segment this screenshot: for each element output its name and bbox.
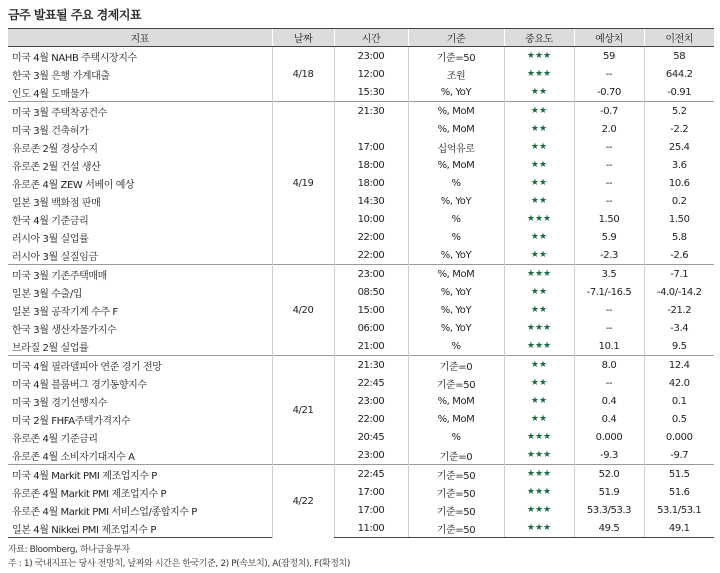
date-cell: 4/19 [272, 102, 334, 265]
importance-stars: ★★★ [504, 65, 574, 83]
basis-cell: %, MoM [408, 156, 504, 174]
table-row [8, 483, 714, 501]
indicator-cell: 미국 4월 Markit PMI 제조업지수 P [8, 465, 272, 484]
table-row [8, 138, 714, 156]
basis-cell: %, YoY [408, 301, 504, 319]
importance-stars: ★★ [504, 138, 574, 156]
time-cell: 10:00 [334, 210, 408, 228]
basis-cell: % [408, 428, 504, 446]
indicator-cell: 일본 3월 수출/입 [12, 288, 83, 300]
table-row [8, 174, 714, 192]
forecast-cell: -- [574, 319, 644, 337]
table-row [8, 392, 714, 410]
importance-stars: ★★ [504, 356, 574, 375]
indicator-cell: 유로존 4월 Markit PMI 제조업지수 P [12, 488, 167, 500]
previous-cell: 9.5 [644, 337, 714, 356]
time-cell: 17:00 [334, 501, 408, 519]
indicator-cell: 러시아 3월 실업률 [12, 233, 89, 245]
time-cell: 08:50 [334, 283, 408, 301]
forecast-cell: -- [574, 174, 644, 192]
table-row [8, 156, 714, 174]
table-row [8, 374, 714, 392]
basis-cell: 기준=50 [408, 47, 504, 66]
table-row [8, 428, 714, 446]
basis-cell: %, MoM [408, 265, 504, 284]
time-cell: 22:00 [334, 228, 408, 246]
previous-cell: -4.0/-14.2 [644, 283, 714, 301]
table-row [8, 446, 714, 465]
importance-stars: ★★★ [504, 428, 574, 446]
col-header-previous: 이전치 [644, 29, 714, 47]
time-cell: 22:45 [334, 374, 408, 392]
table-row [8, 465, 714, 484]
table-row [8, 337, 714, 356]
importance-stars: ★★ [504, 374, 574, 392]
indicator-cell: 브라질 2월 실업률 [12, 342, 89, 354]
forecast-cell: -- [574, 156, 644, 174]
time-cell: 12:00 [334, 65, 408, 83]
previous-cell: -21.2 [644, 301, 714, 319]
basis-cell: %, MoM [408, 410, 504, 428]
indicator-cell: 인도 4월 도매물가 [12, 88, 89, 100]
table-notes [8, 543, 350, 571]
time-cell: 22:00 [334, 246, 408, 265]
indicator-cell: 미국 4월 NAHB 주택시장지수 [12, 52, 137, 64]
page-title: 금주 발표될 주요 경제지표 [8, 8, 142, 22]
time-cell: 21:00 [334, 337, 408, 356]
indicator-cell: 유로존 4월 기준금리 [12, 433, 98, 445]
table-header-row [8, 29, 714, 47]
forecast-cell: -- [574, 301, 644, 319]
indicator-cell: 유로존 4월 소비자기대지수 A [12, 451, 135, 463]
table-row [8, 83, 714, 102]
previous-cell: 12.4 [644, 356, 714, 375]
table-row [8, 410, 714, 428]
time-cell: 23:00 [334, 47, 408, 66]
previous-cell: 0.2 [644, 192, 714, 210]
previous-cell: -2.6 [644, 246, 714, 265]
forecast-cell: 3.5 [574, 265, 644, 284]
time-cell: 21:30 [334, 356, 408, 375]
time-cell: 15:00 [334, 301, 408, 319]
date-cell: 4/21 [272, 356, 334, 465]
forecast-cell: 5.9 [574, 228, 644, 246]
date-cell: 4/18 [272, 47, 334, 102]
previous-cell: 0.000 [644, 428, 714, 446]
importance-stars: ★★★ [504, 47, 574, 66]
previous-cell: 3.6 [644, 156, 714, 174]
time-cell: 23:00 [334, 446, 408, 465]
previous-cell: 5.2 [644, 102, 714, 121]
basis-cell: 기준=50 [408, 465, 504, 484]
indicator-cell: 일본 3월 공작기계 수주 F [12, 306, 118, 318]
previous-cell: 0.5 [644, 410, 714, 428]
forecast-cell: 53.3/53.3 [574, 501, 644, 519]
basis-cell: % [408, 210, 504, 228]
forecast-cell: -- [574, 65, 644, 83]
time-cell: 18:00 [334, 174, 408, 192]
indicator-cell: 한국 4월 기준금리 [12, 215, 89, 227]
indicator-cell: 유로존 4월 Markit PMI 서비스업/종합지수 P [12, 506, 197, 518]
forecast-cell: -0.70 [574, 83, 644, 102]
forecast-cell: 2.0 [574, 120, 644, 138]
indicator-cell: 유로존 4월 ZEW 서베이 예상 [12, 179, 135, 191]
basis-cell: 기준=50 [408, 501, 504, 519]
indicator-cell: 미국 3월 건축허가 [12, 125, 89, 137]
time-cell: 14:30 [334, 192, 408, 210]
importance-stars: ★★ [504, 192, 574, 210]
time-cell: 15:30 [334, 83, 408, 102]
table-row [8, 501, 714, 519]
basis-cell: 기준=0 [408, 356, 504, 375]
table-body [8, 47, 714, 538]
importance-stars: ★★ [504, 246, 574, 265]
date-cell: 4/22 [272, 465, 334, 538]
forecast-cell: 51.9 [574, 483, 644, 501]
previous-cell: 49.1 [644, 519, 714, 538]
forecast-cell: -9.3 [574, 446, 644, 465]
importance-stars: ★★ [504, 392, 574, 410]
previous-cell: 53.1/53.1 [644, 501, 714, 519]
forecast-cell: 52.0 [574, 465, 644, 484]
importance-stars: ★★ [504, 156, 574, 174]
importance-stars: ★★★ [504, 465, 574, 484]
basis-cell: 조원 [408, 65, 504, 83]
basis-cell: %, YoY [408, 246, 504, 265]
indicator-cell: 한국 3월 은행 가계대출 [12, 70, 110, 82]
basis-cell: % [408, 228, 504, 246]
time-cell: 22:45 [334, 465, 408, 484]
importance-stars: ★★★ [504, 483, 574, 501]
basis-cell: % [408, 337, 504, 356]
indicator-cell: 한국 3월 생산자물가지수 [12, 324, 117, 336]
forecast-cell: -7.1/-16.5 [574, 283, 644, 301]
table-row [8, 120, 714, 138]
previous-cell: -2.2 [644, 120, 714, 138]
basis-cell: % [408, 174, 504, 192]
table-row [8, 319, 714, 337]
indicator-cell: 미국 3월 주택착공건수 [8, 102, 272, 121]
importance-stars: ★★ [504, 102, 574, 121]
importance-stars: ★★ [504, 228, 574, 246]
time-cell: 17:00 [334, 138, 408, 156]
forecast-cell: 10.1 [574, 337, 644, 356]
col-header-indicator: 지표 [8, 29, 272, 47]
table-row [8, 246, 714, 265]
previous-cell: 0.1 [644, 392, 714, 410]
previous-cell: -7.1 [644, 265, 714, 284]
col-header-importance: 중요도 [504, 29, 574, 47]
footnote: 주 : 1) 국내지표는 당사 전망치, 날짜와 시간은 한국기준, 2) P(속보치), A(잠정치), F(확정치) [8, 559, 350, 569]
time-cell [334, 120, 408, 138]
basis-cell: 십억유로 [408, 138, 504, 156]
importance-stars: ★★★ [504, 319, 574, 337]
forecast-cell: 0.000 [574, 428, 644, 446]
time-cell: 23:00 [334, 392, 408, 410]
indicator-cell: 일본 4월 Nikkei PMI 제조업지수 P [8, 519, 272, 538]
source-note: 자료: Bloomberg, 하나금융투자 [8, 545, 130, 555]
indicator-cell: 미국 4월 블룸버그 경기동향지수 [12, 379, 147, 391]
time-cell: 20:45 [334, 428, 408, 446]
importance-stars: ★★ [504, 174, 574, 192]
importance-stars: ★★★ [504, 519, 574, 538]
basis-cell: %, YoY [408, 319, 504, 337]
previous-cell: -9.7 [644, 446, 714, 465]
forecast-cell: -0.7 [574, 102, 644, 121]
basis-cell: %, YoY [408, 83, 504, 102]
table-row [8, 102, 714, 121]
table-row [8, 265, 714, 284]
table-row [8, 228, 714, 246]
previous-cell: 42.0 [644, 374, 714, 392]
importance-stars: ★★★ [504, 210, 574, 228]
previous-cell: 25.4 [644, 138, 714, 156]
importance-stars: ★★★ [504, 501, 574, 519]
importance-stars: ★★★ [504, 337, 574, 356]
date-cell: 4/20 [272, 265, 334, 356]
basis-cell: 기준=50 [408, 483, 504, 501]
forecast-cell: 59 [574, 47, 644, 66]
time-cell: 18:00 [334, 156, 408, 174]
basis-cell: %, MoM [408, 120, 504, 138]
basis-cell: 기준=50 [408, 519, 504, 538]
basis-cell: %, YoY [408, 192, 504, 210]
basis-cell: %, MoM [408, 102, 504, 121]
forecast-cell: -- [574, 138, 644, 156]
forecast-cell: 0.4 [574, 392, 644, 410]
table-row [8, 301, 714, 319]
importance-stars: ★★ [504, 283, 574, 301]
indicator-cell: 러시아 3월 실질임금 [12, 251, 98, 263]
col-header-time: 시간 [334, 29, 408, 47]
importance-stars: ★★★ [504, 265, 574, 284]
basis-cell: 기준=50 [408, 374, 504, 392]
importance-stars: ★★★ [504, 446, 574, 465]
col-header-basis: 기준 [408, 29, 504, 47]
forecast-cell: -- [574, 192, 644, 210]
table-row [8, 192, 714, 210]
indicator-cell: 미국 3월 경기선행지수 [12, 397, 107, 409]
col-header-date: 날짜 [272, 29, 334, 47]
time-cell: 11:00 [334, 519, 408, 538]
importance-stars: ★★ [504, 301, 574, 319]
indicator-cell: 미국 3월 기존주택매매 [8, 265, 272, 284]
basis-cell: %, MoM [408, 392, 504, 410]
previous-cell: 51.5 [644, 465, 714, 484]
previous-cell: 58 [644, 47, 714, 66]
time-cell: 23:00 [334, 265, 408, 284]
time-cell: 17:00 [334, 483, 408, 501]
col-header-forecast: 예상치 [574, 29, 644, 47]
previous-cell: 1.50 [644, 210, 714, 228]
table-row [8, 210, 714, 228]
previous-cell: 644.2 [644, 65, 714, 83]
previous-cell: 10.6 [644, 174, 714, 192]
importance-stars: ★★ [504, 120, 574, 138]
forecast-cell: 1.50 [574, 210, 644, 228]
forecast-cell: 8.0 [574, 356, 644, 375]
forecast-cell: 0.4 [574, 410, 644, 428]
indicator-cell: 유로존 2월 건설 생산 [12, 161, 101, 173]
table-row [8, 519, 714, 538]
table-row [8, 356, 714, 375]
economic-indicator-table [8, 28, 714, 538]
forecast-cell: -- [574, 374, 644, 392]
previous-cell: -3.4 [644, 319, 714, 337]
previous-cell: -0.91 [644, 83, 714, 102]
basis-cell: %, YoY [408, 283, 504, 301]
table-row [8, 47, 714, 66]
time-cell: 21:30 [334, 102, 408, 121]
table-row [8, 283, 714, 301]
indicator-cell: 일본 3월 백화점 판매 [12, 197, 101, 209]
time-cell: 06:00 [334, 319, 408, 337]
time-cell: 22:00 [334, 410, 408, 428]
previous-cell: 5.8 [644, 228, 714, 246]
importance-stars: ★★ [504, 410, 574, 428]
forecast-cell: 49.5 [574, 519, 644, 538]
indicator-cell: 미국 4월 필라델피아 연준 경기 전망 [8, 356, 272, 375]
table-row [8, 65, 714, 83]
basis-cell: 기준=0 [408, 446, 504, 465]
importance-stars: ★★ [504, 83, 574, 102]
forecast-cell: -2.3 [574, 246, 644, 265]
previous-cell: 51.6 [644, 483, 714, 501]
indicator-cell: 미국 2월 FHFA주택가격지수 [12, 415, 131, 427]
indicator-cell: 유로존 2월 경상수지 [12, 143, 98, 155]
